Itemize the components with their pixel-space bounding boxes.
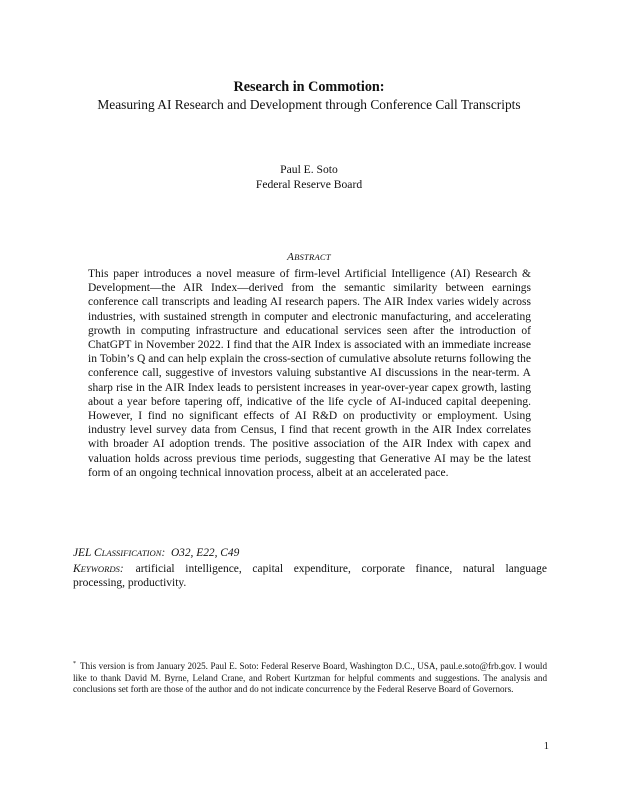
keywords-label-rest: EYWORDS bbox=[80, 564, 120, 574]
paper-subtitle: Measuring AI Research and Development through Conference Call Transcripts bbox=[97, 97, 521, 112]
keywords-label-colon: : bbox=[119, 563, 124, 575]
abstract-heading-initial: A bbox=[287, 251, 295, 263]
jel-label-initial: JEL C bbox=[73, 547, 102, 559]
jel-label-colon: : bbox=[161, 547, 166, 559]
jel-classification bbox=[73, 546, 547, 560]
jel-codes: O32, E22, C49 bbox=[170, 547, 240, 559]
jel-label-rest: LASSIFICATION bbox=[101, 548, 162, 558]
author-name: Paul E. Soto bbox=[280, 163, 338, 176]
footnote-marker: * bbox=[73, 661, 76, 667]
page-number: 1 bbox=[543, 741, 549, 752]
keywords bbox=[73, 562, 547, 590]
author-affiliation: Federal Reserve Board bbox=[255, 178, 363, 191]
abstract-heading-rest: BSTRACT bbox=[294, 252, 331, 262]
footnote-text: This version is from January 2025. Paul E. Soto: Federal Reserve Board, Washington D.C., USA, paul.e.soto@frb.gov. I would like to thank David M. Byrne, Leland Crane, and Robert Kurtzman for helpful comments and suggestions. The analysis and conclusions set forth are those of the author and do not indicate concurrence by the Federal Reserve Board of Governors. bbox=[73, 661, 547, 695]
paper-title: Research in Commotion: bbox=[233, 79, 385, 95]
keywords-text: artificial intelligence, capital expenditure, corporate finance, natural language processing, productivity. bbox=[73, 563, 547, 590]
keywords-label-initial: K bbox=[73, 563, 81, 575]
abstract-text: This paper introduces a novel measure of firm-level Artificial Intelligence (AI) Research & Development—the AIR Index—derived from the semantic similarity between earnings conference call transcripts and leading AI research papers. The AIR Index varies widely across industries, with sustained strength in computer and electronic manufacturing, and accelerating growth in computing infrastructure and educational services seen after the introduction of ChatGPT in November 2022. I find that the AIR Index is associated with an immediate increase in Tobin’s Q and can help explain the cross-section of cumulative absolute returns following the conference call, suggestive of investors valuing substantive AI discussions in the near-term. A sharp rise in the AIR Index leads to persistent increases in year-over-year capex growth, lasting about a year before tapering off, indicative of the life cycle of AI-induced capital deepening. However, I find no significant effects of AI R&D on productivity or employment. Using industry level survey data from Census, I find that recent growth in the AIR Index correlates with broader AI adoption trends. The positive association of the AIR Index with capex and valuation holds across previous time periods, suggesting that Generative AI may be the latest form of an ongoing technical innovation process, albeit at an accelerated pace. bbox=[88, 268, 531, 479]
abstract-heading bbox=[0, 251, 618, 263]
keywords-label bbox=[73, 563, 124, 575]
title-footnote bbox=[73, 659, 547, 696]
